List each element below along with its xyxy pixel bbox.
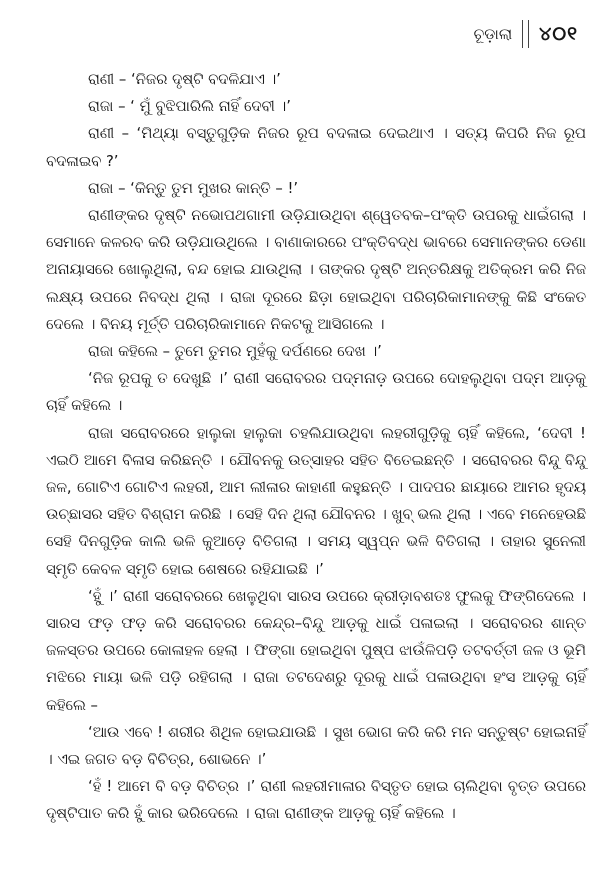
paragraph: ରାଣୀଙ୍କର ଦୃଷ୍ଟି ନଭୋପଥଗାମୀ ଉଡ଼ିଯାଉଥିବା ଶ୍ୱେତବକ–ପଂକ୍ତି ଉପରକୁ ଧାଇଁଗଲା । ସେମାନେ କଳରବ କରି ଉଡ଼ିଯାଉଥିଲେ । ବାଣାକାରରେ ପଂକ୍ତିବଦ୍ଧ ଭାବରେ ସେମାନଙ୍କର ଡେଣା ଅନାୟାସରେ ଖୋଲୁଥିଲା, ବନ୍ଦ ହୋଇ ଯାଉଥିଲା । ତାଙ୍କର ଦୃଷ୍ଟି ଅନ୍ତରିକ୍ଷକୁ ଅତିକ୍ରମ କରି ନିଜ ଲକ୍ଷ୍ୟ ଉପରେ ନିବଦ୍ଧ ଥିଲା । ରାଜା ଦୂରରେ ଛିଡ଼ା ହୋଇଥିବା ପରିଚାରିକାମାନଙ୍କୁ କିଛି ସଂକେତ ଦେଲେ । ବିନୟ ମୂର୍ତ୍ତି ପରିଚାରିକାମାନେ ନିକଟକୁ ଆସିଗଲେ ।: [46, 207, 586, 333]
page-number: ୪୦୧: [539, 23, 578, 45]
running-title: ଚୂଡ଼ାଲା: [473, 25, 513, 43]
paragraph: ‘ନିଜ ରୂପକୁ ତ ଦେଖୁଛି ।’ ରାଣୀ ସରୋବରର ପଦ୍ମନାଡ଼ ଉପରେ ଦୋହଲୁଥିବା ପଦ୍ମ ଆଡ଼କୁ ଚାହିଁ କହିଲେ ।: [46, 370, 586, 415]
running-header: [474, 20, 578, 48]
paragraph: ରାଣୀ – ‘ନିଜର ଦୃଷ୍ଟି ବଦଳିଯାଏ ।’: [88, 71, 281, 88]
header-divider: [522, 20, 529, 48]
paragraph: ରାଣୀ – ‘ମିଥ୍ୟା ବସ୍ତୁଗୁଡ଼ିକ ନିଜର ରୂପ ବଦଳାଇ ଦେଇଥାଏ । ସତ୍ୟ କିପରି ନିଜ ରୂପ ବଦଳାଇବ ?’: [46, 125, 586, 170]
paragraph: ‘ହୁଁ ।’ ରାଣୀ ସରୋବରରେ ଖେଳୁଥିବା ସାରସ ଉପରେ କ୍ରୀଡ଼ାବଶତଃ ଫୁଲକୁ ଫିଙ୍ଗିଦେଲେ । ସାରସ ଫଡ଼ ଫଡ଼ କରି ସରୋବରର କେନ୍ଦ୍ର–ବିନ୍ଦୁ ଆଡ଼କୁ ଧାଇଁ ପଳାଇଲା । ସରୋବରର ଶାନ୍ତ ଜଳସ୍ତର ଉପରେ କୋଳାହଳ ହେଲା । ଫିଙ୍ଗା ହୋଇଥିବା ପୁଷ୍ପ ଝାଉଁଳିପଡ଼ି ତଟବର୍ତ୍ତୀ ଜଳ ଓ ଭୂମି ମଝିରେ ମାୟା ଭଳି ପଡ଼ି ରହିଗଲା । ରାଜା ତଟଦେଶରୁ ଦୂରକୁ ଧାଇଁ ପଳାଉଥିବା ହଂସ ଆଡ଼କୁ ଚାହିଁ କହିଲେ –: [46, 587, 586, 714]
paragraph: ରାଜା – ‘କିନ୍ତୁ ତୁମ ମୁଖର କାନ୍ତି – !’: [88, 179, 299, 197]
paragraph: ରାଜା କହିଲେ – ତୁମେ ତୁମର ମୁହଁକୁ ଦର୍ପଣରେ ଦେଖ ।’: [88, 343, 382, 361]
paragraph: ‘ହଁ ! ଆମେ ବି ବଡ଼ ବିଚିତ୍ର ।’ ରାଣୀ ଲହରୀମାଳାର ବିସ୍ତୃତ ହୋଇ ଚାଲିଥିବା ବୃତ୍ତ ଉପରେ ଦୃଷ୍ଟିପାତ କରି ହୁଁ କାର ଭରିଦେଲେ । ରାଜା ରାଣୀଙ୍କ ଆଡ଼କୁ ଚାହିଁ କହିଲେ ।: [46, 778, 586, 823]
paragraph: ରାଜା ସରୋବରରେ ହାଲୁକା ହାଲୁକା ଚହଲିଯାଉଥିବା ଲହରୀଗୁଡ଼ିକୁ ଚାହିଁ କହିଲେ, ‘ଦେବୀ ! ଏଇଠି ଆମେ ବିଳାସ କରିଛନ୍ତି । ଯୌବନକୁ ଉତ୍ସାହର ସହିତ ବିତେଇଛନ୍ତି । ସରୋବରର ବିନ୍ଦୁ ବିନ୍ଦୁ ଜଳ, ଗୋଟିଏ ଗୋଟିଏ ଲହରୀ, ଆମ ଲୀଳାର କାହାଣୀ କହୁଛନ୍ତି । ପାଦପର ଛାୟାରେ ଆମର ହୃଦୟ ଉଚ୍ଛାସର ସହିତ ବିଶ୍ରାମ କରିଛି । ସେହି ଦିନ ଥିଲା ଯୌବନର । ଖୁବ୍ ଭଲ ଥିଲା । ଏବେ ମନେହେଉଛି ସେହି ଦିନଗୁଡ଼ିକ କାଲି ଭଳି କୁଆଡ଼େ ବିତିଗଲା । ସମୟ ସ୍ୱପ୍ନ ଭଳି ବିତିଗଲା । ତାହାର ସୁନେଲୀ ସ୍ମୃତି କେବଳ ସ୍ମୃତି ହୋଇ ଶେଷରେ ରହିଯାଇଛି ।’: [46, 424, 586, 578]
paragraph: ‘ଆଉ ଏବେ ! ଶରୀର ଶିଥିଳ ହୋଇଯାଉଛି । ସୁଖ ଭୋଗ କରି କରି ମନ ସନ୍ତୁଷ୍ଟ ହୋଇନାହିଁ । ଏଇ ଜଗତ ବଡ଼ ବିଚିତ୍ର, ଶୋଭନେ ।’: [46, 723, 586, 769]
paragraph: ରାଜା – ‘ ମୁଁ ବୁଝିପାରିଲି ନାହିଁ ଦେବୀ ।’: [88, 98, 291, 116]
page-body: [46, 66, 586, 828]
